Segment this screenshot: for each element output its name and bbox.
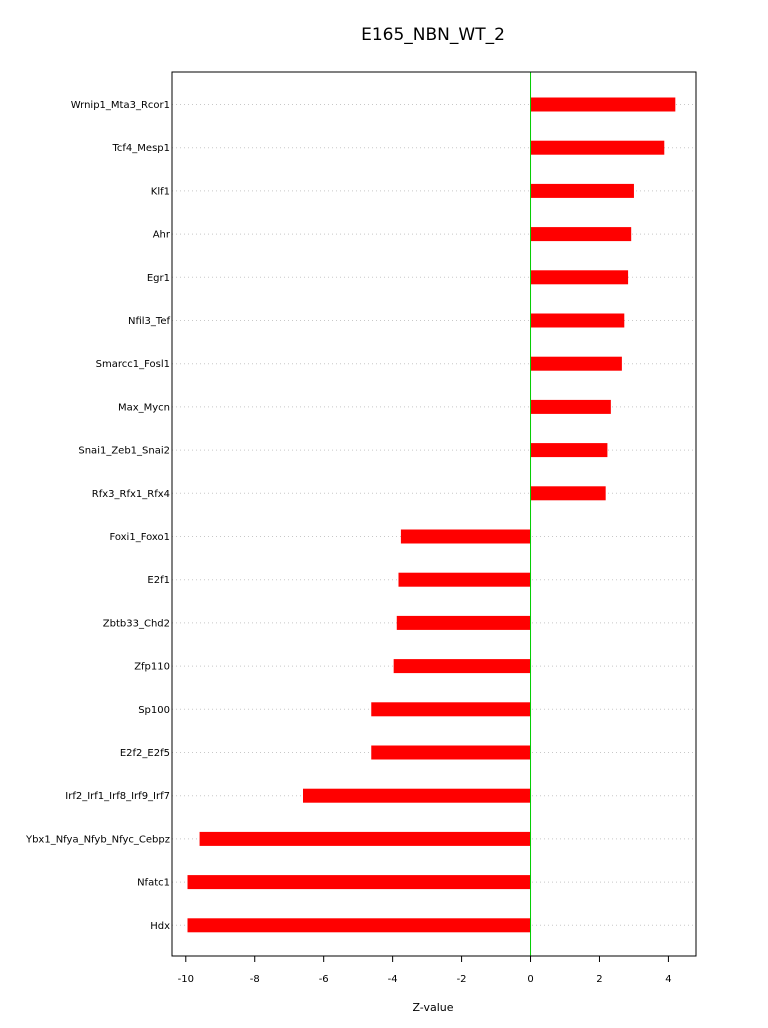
category-label: Hdx <box>150 920 170 932</box>
bar <box>371 702 530 716</box>
chart-title: E165_NBN_WT_2 <box>361 25 505 45</box>
category-label: E2f2_E2f5 <box>119 748 170 759</box>
bar <box>371 746 530 760</box>
category-label: Snai1_Zeb1_Snai2 <box>78 445 170 457</box>
bar <box>401 530 531 544</box>
category-label: Sp100 <box>138 704 170 716</box>
bar <box>200 832 531 846</box>
bar <box>531 141 665 155</box>
category-label: Rfx3_Rfx1_Rfx4 <box>91 488 170 500</box>
bars <box>188 98 676 933</box>
bar <box>531 486 606 500</box>
category-labels <box>25 100 171 932</box>
bar <box>398 573 530 587</box>
bar <box>531 227 632 241</box>
x-tick-label: 4 <box>665 974 672 985</box>
category-label: Egr1 <box>146 272 170 284</box>
category-label: Ybx1_Nfya_Nfyb_Nfyc_Cebpz <box>25 834 170 846</box>
bar <box>531 314 625 328</box>
x-tick-label: -4 <box>387 974 398 985</box>
bar <box>188 875 531 889</box>
x-tick-label: -6 <box>318 974 329 985</box>
x-tick-label: 2 <box>596 974 603 985</box>
plot-frame <box>172 72 696 956</box>
category-label: Nfil3_Tef <box>127 316 170 327</box>
x-tick-label: 0 <box>527 974 534 985</box>
x-tick-label: -10 <box>177 974 194 985</box>
category-label: Max_Mycn <box>117 402 170 414</box>
category-label: Zbtb33_Chd2 <box>102 618 170 630</box>
bar <box>531 98 676 112</box>
category-label: Wrnip1_Mta3_Rcor1 <box>70 100 170 111</box>
bar <box>303 789 531 803</box>
x-tick-label: -8 <box>249 974 260 985</box>
bar <box>531 270 629 284</box>
x-axis <box>178 956 672 985</box>
bar <box>394 659 531 673</box>
bar <box>397 616 531 630</box>
category-label: Smarcc1_Fosl1 <box>95 359 170 371</box>
category-label: Irf2_Irf1_Irf8_Irf9_Irf7 <box>65 791 170 803</box>
x-axis-title: Z-value <box>412 1001 454 1014</box>
bar <box>531 357 622 371</box>
bar <box>531 400 611 414</box>
category-label: Ahr <box>152 229 170 241</box>
bar <box>531 184 634 198</box>
bar <box>188 918 531 932</box>
category-label: Nfatc1 <box>137 877 170 889</box>
category-label: Klf1 <box>150 186 170 198</box>
x-tick-label: -2 <box>456 974 467 985</box>
category-label: Zfp110 <box>134 661 170 673</box>
category-label: Foxi1_Foxo1 <box>109 532 170 543</box>
bar <box>531 443 608 457</box>
category-label: E2f1 <box>147 575 170 587</box>
category-label: Tcf4_Mesp1 <box>112 143 170 155</box>
